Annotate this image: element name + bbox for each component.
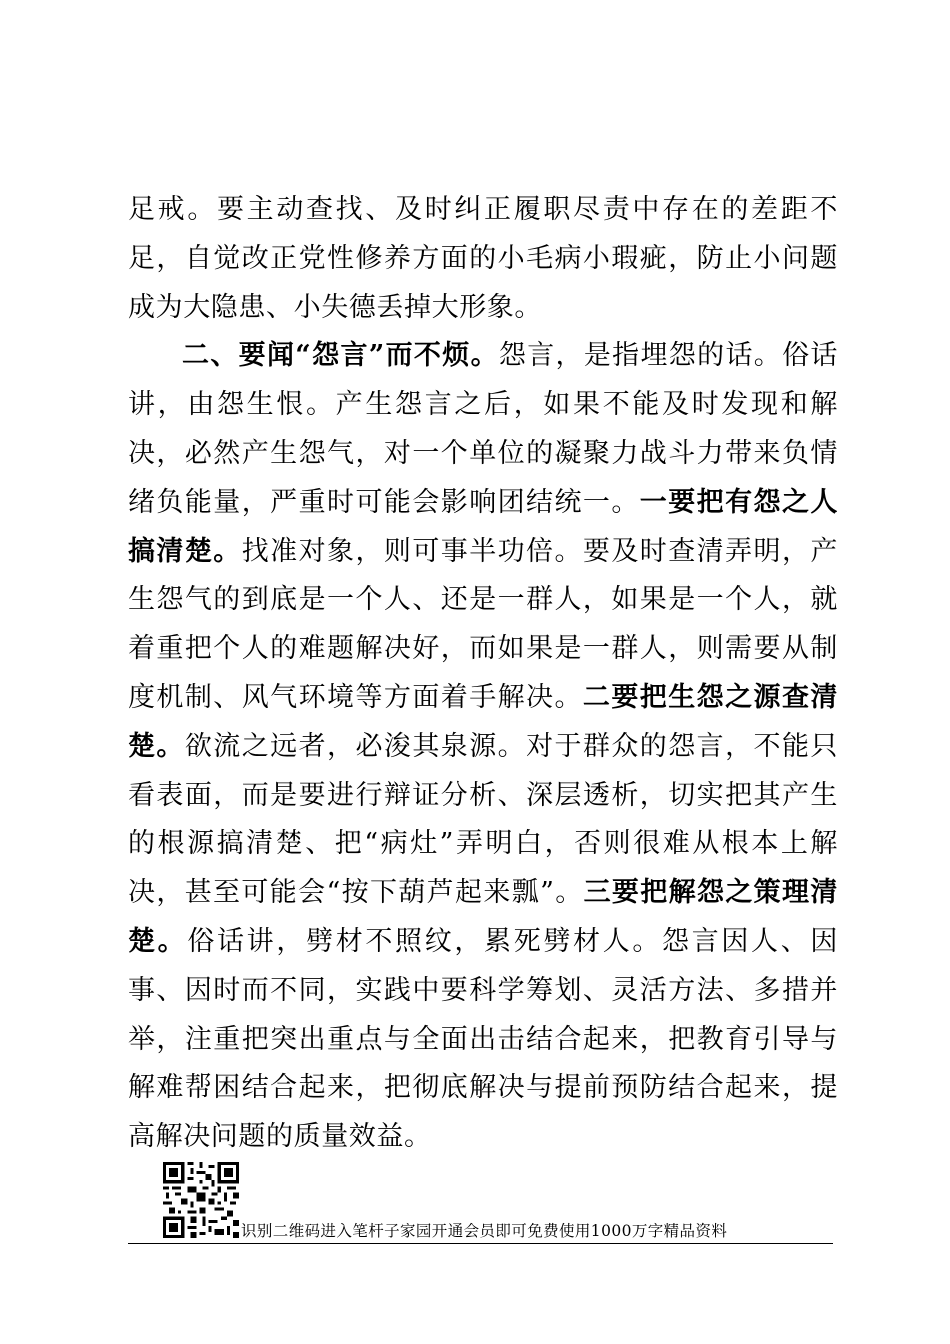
paragraph-text: 找准对象，则可事半功倍。要及时查清弄明，产生怨气的到底是一个人、还是一群人，如果是一个人，就着重把个人的难题解决好，而如果是一群人，则需要从制度机制、风气环境等方面着手解决。 — [128, 535, 838, 713]
paragraph-text: 怨言，是指埋怨的话。俗话讲，由怨生恨。产生怨言之后，如果不能及时发现和解决，必然产生怨气，对一个单位的凝聚力战斗力带来负情绪负能量，严重时可能会影响团结统一。 — [128, 340, 838, 518]
qr-code-icon[interactable] — [163, 1162, 239, 1238]
section-heading: 二、要闻“怨言”而不烦。 — [182, 340, 499, 372]
paragraph-section-two — [128, 332, 838, 1162]
paragraph-text: 欲流之远者，必浚其泉源。对于群众的怨言，不能只看表面，而是要进行辩证分析、深层透析，切实把其产生的根源搞清楚、把“病灶”弄明白，否则很难从根本上解决，甚至可能会“按下葫芦起来瓢”。 — [128, 730, 838, 909]
paragraph-text: 俗话讲，劈材不照纹，累死劈材人。怨言因人、因事、因时而不同，实践中要科学筹划、灵活方法、多措并举，注重把突出重点与全面出击结合起来，把教育引导与解难帮困结合起来，把彻底解决与提前预防结合起来，提高解决问题的质量效益。 — [128, 925, 838, 1153]
footer-divider — [128, 1243, 833, 1244]
document-body — [128, 186, 838, 1162]
page-footer — [128, 1162, 833, 1244]
point-two-heading: 二要把生怨之源查清楚。 — [128, 681, 838, 762]
footer-promo-text: 识别二维码进入笔杆子家园开通会员即可免费使用1000万字精品资料 — [241, 1222, 728, 1240]
paragraph-continuation: 足戒。要主动查找、及时纠正履职尽责中存在的差距不足，自觉改正党性修养方面的小毛病小瑕疵，防止小问题成为大隐患、小失德丢掉大形象。 — [128, 194, 838, 323]
point-one-heading: 一要把有怨之人搞清楚。 — [128, 486, 838, 567]
point-three-heading: 三要把解怨之策理清楚。 — [128, 877, 838, 957]
